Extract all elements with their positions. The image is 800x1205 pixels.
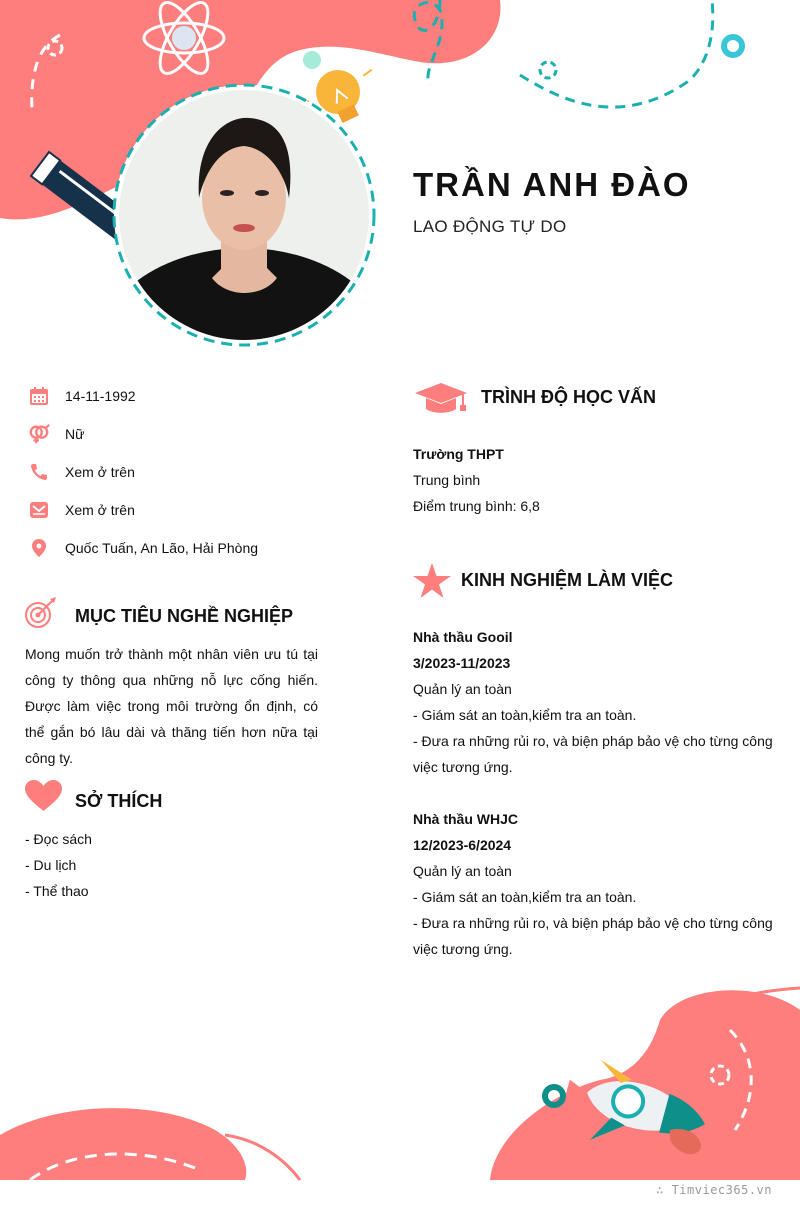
contact-phone — [28, 460, 135, 484]
target-icon — [24, 597, 58, 629]
education-gpa: Điểm trung bình: 6,8 — [413, 498, 540, 514]
objective-text: Mong muốn trở thành một nhân viên ưu tú tại công ty thông qua những nỗ lực cống hiến. Được làm việc trong môi trường ổn định, có thể gắn bó lâu dài và thăng tiến hơn nữa tại công ty. — [25, 646, 318, 766]
graduation-cap-icon — [413, 381, 469, 415]
job-role: Quản lý an toàn — [413, 681, 512, 697]
company-name: Nhà thầu Gooil — [413, 629, 513, 645]
hobby-item: - Đọc sách — [25, 831, 92, 847]
hobbies-title: SỞ THÍCH — [75, 791, 163, 811]
objective-title: MỤC TIÊU NGHỀ NGHIỆP — [75, 606, 294, 626]
experience-entry — [413, 806, 773, 962]
contact-email — [28, 498, 135, 522]
contact-address — [28, 536, 259, 560]
watermark: ∴ Timviec365.vn — [656, 1183, 772, 1197]
star-icon — [413, 563, 451, 599]
gender-text: Nữ — [65, 426, 85, 442]
phone-icon — [28, 461, 50, 483]
job-duty-continued: việc tương ứng. — [413, 759, 513, 775]
avatar — [117, 88, 371, 342]
birthdate-text: 14-11-1992 — [65, 388, 136, 404]
job-role: Quản lý an toàn — [413, 863, 512, 879]
education-level: Trung bình — [413, 472, 481, 488]
candidate-name: TRẦN ANH ĐÀO — [413, 166, 691, 203]
contact-birthdate — [28, 384, 136, 408]
experience-title: KINH NGHIỆM LÀM VIỆC — [461, 570, 674, 590]
work-period: 12/2023-6/2024 — [413, 837, 512, 853]
job-duty: - Giám sát an toàn,kiểm tra an toàn. — [413, 889, 637, 905]
company-name: Nhà thầu WHJC — [413, 811, 518, 827]
phone-text: Xem ở trên — [65, 464, 135, 480]
bottom-left-blob — [0, 1108, 246, 1180]
contact-gender — [28, 422, 85, 446]
teal-ring-icon — [724, 37, 742, 55]
gender-icon — [28, 423, 50, 445]
education-details — [413, 441, 540, 519]
job-duty: - Đưa ra những rủi ro, và biện pháp bảo vệ cho từng công — [413, 733, 773, 749]
education-title: TRÌNH ĐỘ HỌC VẤN — [481, 387, 656, 407]
address-text: Quốc Tuấn, An Lão, Hải Phòng — [65, 540, 259, 556]
hobby-item: - Du lịch — [25, 857, 77, 873]
hobbies-list — [25, 826, 92, 904]
email-icon — [28, 499, 50, 521]
heart-icon — [25, 780, 62, 812]
school-name: Trường THPT — [413, 446, 504, 462]
work-period: 3/2023-11/2023 — [413, 655, 511, 671]
email-text: Xem ở trên — [65, 502, 135, 518]
job-duty-continued: việc tương ứng. — [413, 941, 513, 957]
job-duty: - Giám sát an toàn,kiểm tra an toàn. — [413, 707, 637, 723]
location-pin-icon — [28, 537, 50, 559]
hobby-item: - Thể thao — [25, 883, 89, 899]
job-title: LAO ĐỘNG TỰ DO — [413, 217, 567, 236]
teal-small-ring-icon — [545, 1087, 563, 1105]
job-duty: - Đưa ra những rủi ro, và biện pháp bảo vệ cho từng công — [413, 915, 773, 931]
experience-entry — [413, 624, 773, 780]
calendar-icon — [28, 385, 50, 407]
